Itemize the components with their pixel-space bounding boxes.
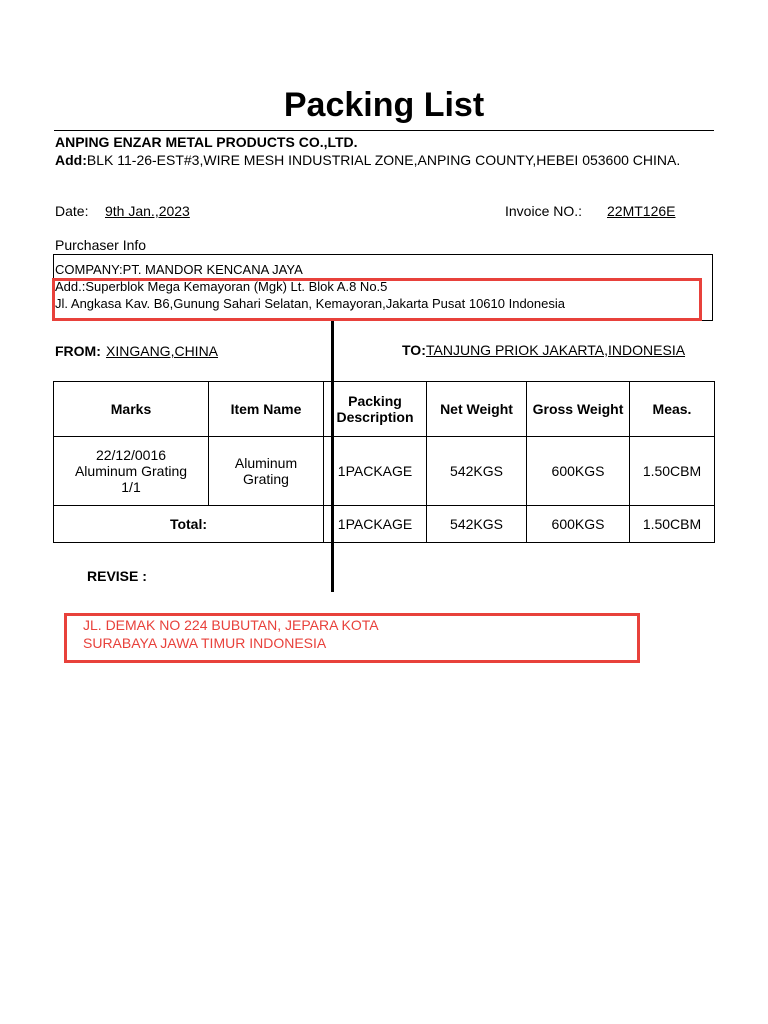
revise-address-line1: JL. DEMAK NO 224 BUBUTAN, JEPARA KOTA (83, 617, 379, 633)
total-gross-weight: 600KGS (527, 506, 630, 543)
total-meas: 1.50CBM (630, 506, 715, 543)
cell-gross-weight: 600KGS (527, 437, 630, 506)
header-meas: Meas. (630, 382, 715, 437)
revise-label: REVISE : (87, 568, 147, 584)
from-label: FROM: (55, 343, 101, 359)
item-line: Aluminum (234, 455, 298, 471)
title-divider (54, 130, 714, 131)
invoice-number: 22MT126E (607, 203, 676, 219)
invoice-label: Invoice NO.: (505, 203, 583, 219)
from-value: XINGANG,CHINA (106, 343, 219, 359)
date-value: 9th Jan.,2023 (105, 203, 190, 219)
table-row (54, 437, 715, 506)
annotation-vertical-line (331, 321, 334, 592)
seller-address-text: BLK 11-26-EST#3,WIRE MESH INDUSTRIAL ZONE,ANPING COUNTY,HEBEI 053600 CHINA. (86, 152, 681, 168)
header-item-name: Item Name (209, 382, 324, 437)
marks-line: 22/12/0016 (95, 447, 167, 463)
page-title: Packing List (283, 86, 485, 124)
header-gross-weight: Gross Weight (527, 382, 630, 437)
header-net-weight: Net Weight (427, 382, 527, 437)
purchaser-company: COMPANY:PT. MANDOR KENCANA JAYA (55, 262, 303, 277)
address-highlight-box (52, 278, 702, 321)
total-net-weight: 542KGS (427, 506, 527, 543)
marks-line: 1/1 (121, 479, 141, 495)
to-value: TANJUNG PRIOK JAKARTA,INDONESIA (426, 342, 686, 358)
total-label: Total: (54, 506, 324, 543)
header-marks: Marks (54, 382, 209, 437)
seller-address (55, 151, 715, 169)
purchaser-address-line2: Jl. Angkasa Kav. B6,Gunung Sahari Selatan, Kemayoran,Jakarta Pusat 10610 Indonesia (55, 296, 565, 311)
packing-table (53, 381, 715, 543)
cell-packing: 1PACKAGE (324, 437, 427, 506)
header-packing-description: Packing Description (324, 382, 427, 437)
cell-marks (54, 437, 209, 506)
item-line: Grating (243, 471, 289, 487)
purchaser-address-line1: Add.:Superblok Mega Kemayoran (Mgk) Lt. Blok A.8 No.5 (55, 279, 388, 294)
cell-item-name (209, 437, 324, 506)
table-total-row (54, 506, 715, 543)
marks-line: Aluminum Grating (74, 463, 188, 479)
table-header-row (54, 382, 715, 437)
seller-address-label: Add: (55, 152, 87, 168)
to-label: TO: (402, 342, 426, 358)
total-packing: 1PACKAGE (324, 506, 427, 543)
purchaser-section-label: Purchaser Info (55, 237, 147, 253)
cell-net-weight: 542KGS (427, 437, 527, 506)
date-label: Date: (55, 203, 89, 219)
seller-company: ANPING ENZAR METAL PRODUCTS CO.,LTD. (55, 134, 358, 150)
cell-meas: 1.50CBM (630, 437, 715, 506)
revise-address-line2: SURABAYA JAWA TIMUR INDONESIA (83, 635, 327, 651)
